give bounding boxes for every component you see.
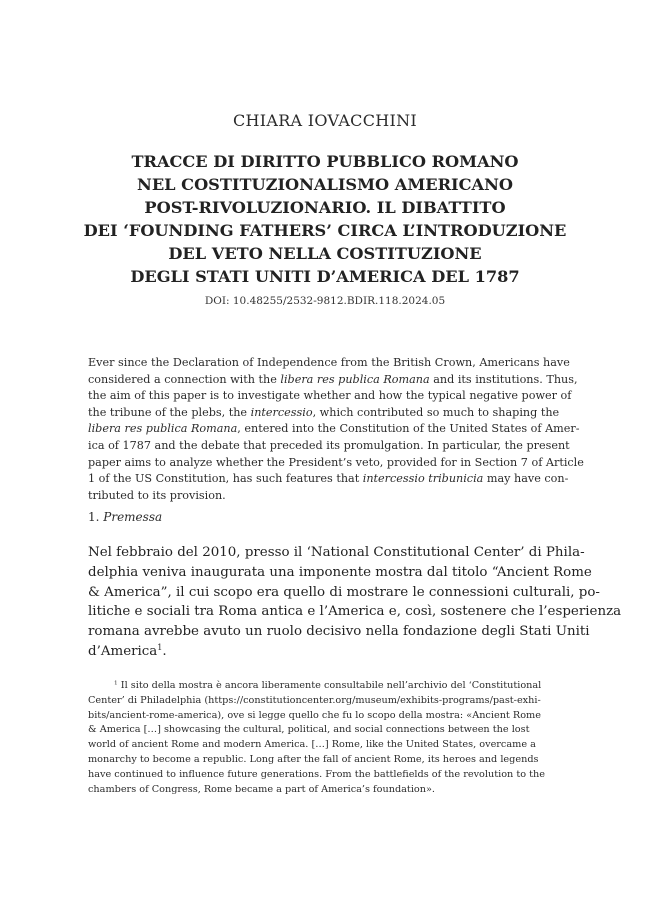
abstract-text: and its institutions. Thus, bbox=[429, 372, 578, 386]
abstract-line: the aim of this paper is to investigate whether and how the typical negative power of bbox=[88, 389, 572, 403]
footnote-line: have continued to influence future generations. From the battlefields of the revolution to the bbox=[88, 768, 546, 780]
footnote-line: bits/ancient-rome-america), ove si legge quello che fu lo scopo della mostra: «Ancient Rome bbox=[88, 709, 541, 721]
footnote-number: 1 bbox=[114, 680, 118, 687]
abstract-italic: libera res publica Romana bbox=[280, 372, 430, 386]
abstract-text: may have con- bbox=[483, 472, 569, 486]
body-line: & America”, il cui scopo era quello di mostrare le connessioni culturali, po- bbox=[88, 584, 600, 600]
abstract-text: , which contributed so much to shaping the bbox=[312, 405, 560, 419]
footnote-line: Center’ di Philadelphia (https://constitutioncenter.org/museum/exhibits-programs/past-exhi- bbox=[88, 694, 541, 706]
body-text: d’America bbox=[88, 643, 158, 659]
abstract-text: considered a connection with the bbox=[88, 372, 281, 386]
title-line: DEGLI STATI UNITI D’AMERICA DEL 1787 bbox=[130, 267, 520, 287]
abstract-line: tributed to its provision. bbox=[88, 488, 226, 502]
footnote-line: & America […] showcasing the cultural, political, and social connections between the lost bbox=[88, 724, 530, 736]
footnote bbox=[88, 679, 566, 797]
title-line: NEL COSTITUZIONALISMO AMERICANO bbox=[137, 175, 513, 195]
abstract-line: ica of 1787 and the debate that preceded its promulgation. In particular, the present bbox=[88, 438, 570, 452]
abstract-italic: intercessio tribunicia bbox=[362, 472, 484, 486]
body-line: romana avrebbe avuto un ruolo decisivo nella fondazione degli Stati Uniti bbox=[88, 624, 590, 640]
abstract-italic: libera res publica Romana bbox=[88, 422, 238, 436]
body-line: Nel febbraio del 2010, presso il ‘National Constitutional Center’ di Phila- bbox=[88, 545, 585, 560]
abstract-italic: intercessio bbox=[250, 405, 313, 419]
footnote-text: Il sito della mostra è ancora liberamente consultabile nell’archivio del ‘Constitutional bbox=[117, 680, 542, 691]
title-line: DEL VETO NELLA COSTITUZIONE bbox=[168, 244, 482, 264]
body-line: d’America$^1$. bbox=[88, 643, 167, 659]
section-heading bbox=[88, 510, 162, 524]
title-line: DEI ‘FOUNDING FATHERS’ CIRCA L’INTRODUZIONE bbox=[83, 221, 567, 241]
section-number: 1. bbox=[88, 510, 104, 524]
footnote-line: chambers of Congress, Rome became a part of America’s foundation». bbox=[88, 783, 435, 795]
body-line: delphia veniva inaugurata una imponente mostra dal titolo “Ancient Rome bbox=[88, 564, 592, 580]
abstract-text: , entered into the Constitution of the United States of Amer- bbox=[237, 422, 580, 436]
title-line: POST-RIVOLUZIONARIO. IL DIBATTITO bbox=[144, 198, 506, 218]
abstract-text: 1 of the US Constitution, has such features that bbox=[88, 472, 363, 486]
footnote-line bbox=[88, 679, 566, 694]
footnote-line: monarchy to become a republic. Long after the fall of ancient Rome, its heroes and legends bbox=[88, 753, 539, 765]
abstract-line bbox=[88, 421, 580, 438]
abstract-line: Ever since the Declaration of Independence from the British Crown, Americans have bbox=[88, 356, 570, 369]
body-paragraph bbox=[88, 543, 622, 662]
article-title bbox=[50, 150, 600, 289]
footnote-reference[interactable]: 1 bbox=[157, 643, 163, 653]
author-name: CHIARA IOVACCHINI bbox=[232, 111, 418, 130]
section-title: Premessa bbox=[103, 510, 163, 524]
title-line: TRACCE DI DIRITTO PUBBLICO ROMANO bbox=[131, 152, 519, 171]
footnote-line: world of ancient Rome and modern America. […] Rome, like the United States, overcame a bbox=[88, 739, 536, 751]
abstract-line: paper aims to analyze whether the President’s veto, provided for in Section 7 of Article bbox=[88, 455, 584, 469]
abstract-text: the tribune of the plebs, the bbox=[88, 405, 251, 419]
abstract-line bbox=[88, 372, 578, 389]
abstract-line bbox=[88, 471, 569, 488]
abstract-line bbox=[88, 405, 566, 422]
abstract bbox=[88, 355, 584, 504]
body-line: litiche e sociali tra Roma antica e l’America e, così, sostenere che l’esperienza bbox=[88, 604, 622, 620]
doi: DOI: 10.48255/2532-9812.BDIR.118.2024.05 bbox=[204, 295, 446, 307]
